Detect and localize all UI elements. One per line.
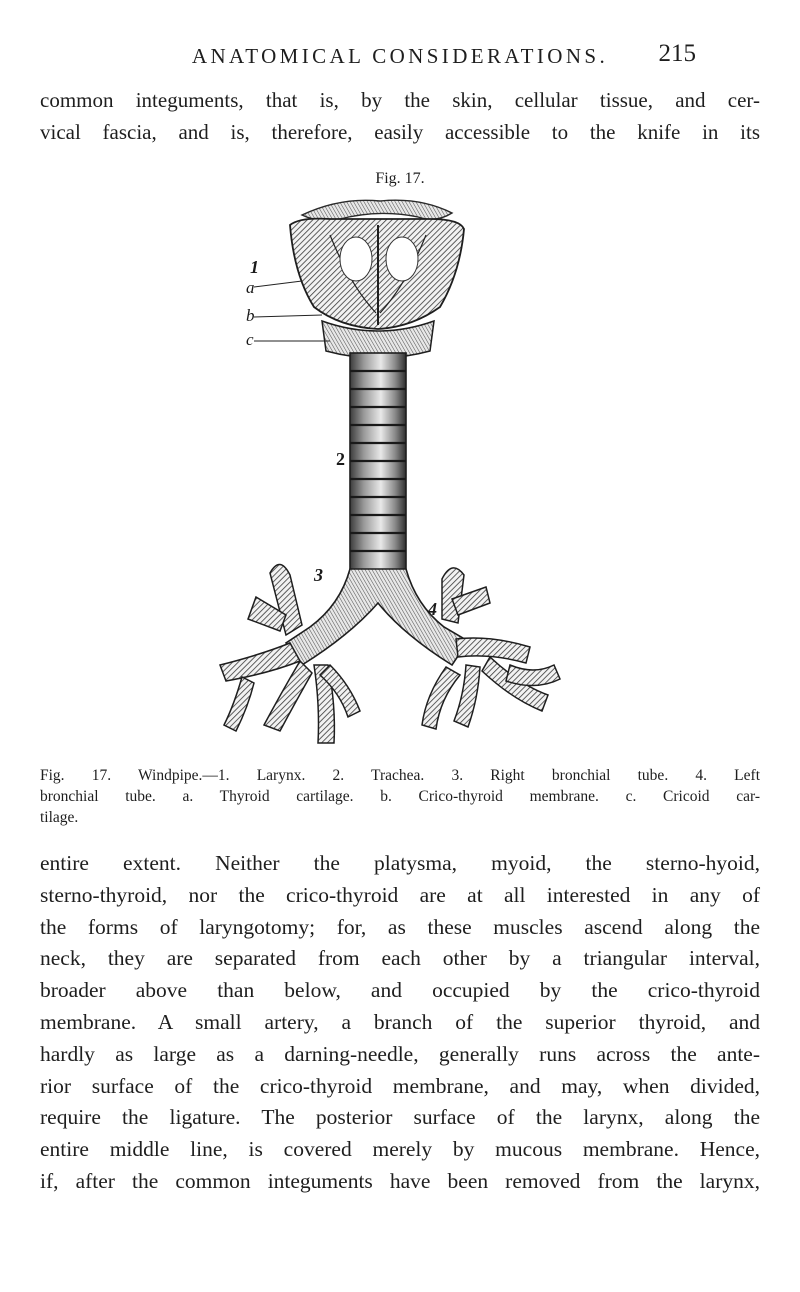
page-number: 215 bbox=[658, 40, 696, 67]
caption-line: tilage. bbox=[40, 809, 79, 826]
caption-line: Fig. 17. Windpipe.—1. Larynx. 2. Trachea. 3. Right bronchial tube. 4. Left bbox=[40, 767, 760, 784]
text-line: sterno-thyroid, nor the crico-thyroid are at all interested in any of bbox=[40, 882, 760, 907]
right-bronchial-tree bbox=[220, 564, 360, 743]
marker-3: 3 bbox=[314, 565, 323, 585]
text-line: rior surface of the crico-thyroid membrane, and may, when divided, bbox=[40, 1073, 760, 1098]
figure-caption bbox=[40, 765, 760, 828]
marker-a: a bbox=[246, 278, 255, 297]
text-line: broader above than below, and occupied by the crico-thyroid bbox=[40, 978, 760, 1003]
text-line: membrane. A small artery, a branch of the superior thyroid, and bbox=[40, 1009, 760, 1034]
marker-1: 1 bbox=[250, 257, 259, 277]
running-head: ANATOMICAL CONSIDERATIONS. bbox=[191, 44, 609, 68]
body-text-bottom bbox=[40, 848, 760, 1198]
text-line: neck, they are separated from each other by a triangular interval, bbox=[40, 946, 760, 971]
text-line: entire middle line, is covered merely by mucous membrane. Hence, bbox=[40, 1137, 760, 1162]
epiglottis-shape bbox=[302, 200, 452, 220]
text-line: if, after the common integuments have been removed from the larynx, bbox=[40, 1168, 760, 1193]
windpipe-illustration bbox=[190, 195, 610, 760]
text-line: common integuments, that is, by the skin, cellular tissue, and cer- bbox=[40, 88, 760, 112]
body-text-top bbox=[40, 84, 760, 148]
text-line: entire extent. Neither the platysma, myoid, the sterno-hyoid, bbox=[40, 851, 760, 875]
trachea-shape bbox=[350, 353, 406, 573]
text-line: require the ligature. The posterior surface of the larynx, along the bbox=[40, 1105, 760, 1130]
figure-label: Fig. 17. bbox=[375, 170, 425, 187]
marker-4: 4 bbox=[428, 599, 437, 619]
text-line: the forms of laryngotomy; for, as these muscles ascend along the bbox=[40, 914, 760, 939]
marker-2: 2 bbox=[336, 449, 345, 469]
caption-line: bronchial tube. a. Thyroid cartilage. b. Crico-thyroid membrane. c. Cricoid car- bbox=[40, 788, 760, 805]
text-line: vical fascia, and is, therefore, easily accessible to the knife in its bbox=[40, 120, 760, 144]
text-line: hardly as large as a darning-needle, generally runs across the ante- bbox=[40, 1041, 760, 1066]
marker-c: c bbox=[246, 330, 254, 349]
marker-b: b bbox=[246, 306, 255, 325]
